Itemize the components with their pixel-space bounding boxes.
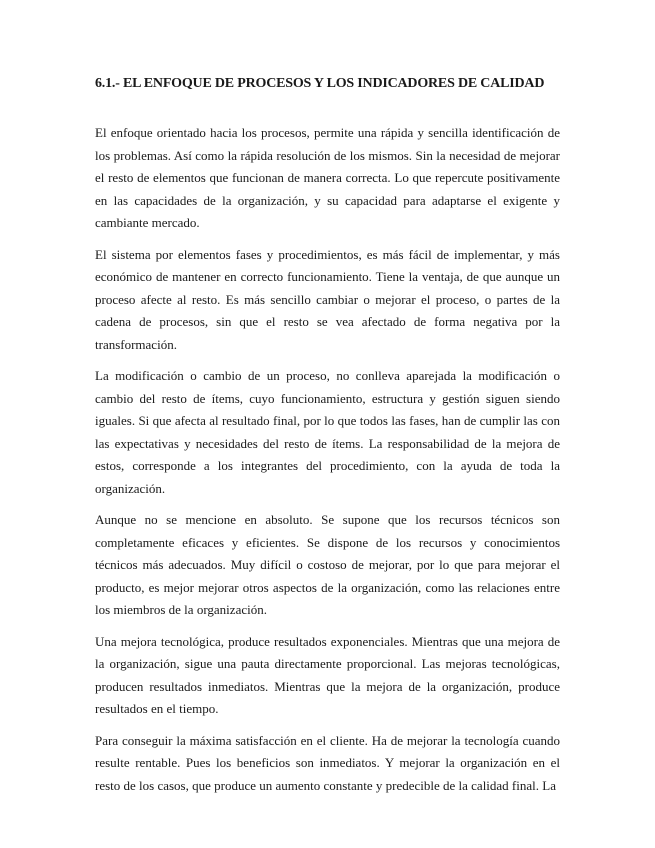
paragraph-1: El enfoque orientado hacia los procesos, permite una rápida y sencilla identificación de los problemas. Así como la rápida resolución de los mismos. Sin la necesidad de mejorar el resto de elementos que funcionan de manera correcta. Lo que repercute positivamente en las capacidades de la organización, y su capacidad para adaptarse el exigente y cambiante mercado.: [95, 125, 560, 230]
paragraph-2: El sistema por elementos fases y procedimientos, es más fácil de implementar, y más económico de mantener en correcto funcionamiento. Tiene la ventaja, de que aunque un proceso afecte al resto. Es más sencillo cambiar o mejorar el proceso, o partes de la cadena de procesos, sin que el resto se vea afectado de forma negativa por la transformación.: [95, 246, 560, 352]
section-title: 6.1.- EL ENFOQUE DE PROCESOS Y LOS INDICADORES DE CALIDAD: [95, 76, 545, 91]
paragraph-3: La modificación o cambio de un proceso, no conlleva aparejada la modificación o cambio del resto de ítems, cuyo funcionamiento, estructura y gestión siguen siendo iguales. Si que afecta al resultado final, por lo que todos las fases, han de cumplir las con las expectativas y necesidades del resto de ítems. La responsabilidad de la mejora de estos, corresponde a los integrantes del procedimiento, con la ayuda de toda la organización.: [95, 368, 560, 496]
paragraph-6: Para conseguir la máxima satisfacción en el cliente. Ha de mejorar la tecnología cuando resulte rentable. Pues los beneficios son inmediatos. Y mejorar la organización en el resto de los casos, que produce un aumento constante y predecible de la calidad final. La: [95, 732, 560, 793]
paragraph-5: Una mejora tecnológica, produce resultados exponenciales. Mientras que una mejora de la organización, sigue una pauta directamente proporcional. Las mejoras tecnológicas, producen resultados inmediatos. Mientras que la mejora de la organización, produce resultados en el tiempo.: [95, 633, 560, 716]
paragraph-4: Aunque no se mencione en absoluto. Se supone que los recursos técnicos son completamente eficaces y eficientes. Se dispone de los recursos y conocimientos técnicos más adecuados. Muy difícil o costoso de mejorar, por lo que para mejorar el producto, es mejor mejorar otros aspectos de la organización, como las relaciones entre los miembros de la organización.: [95, 512, 560, 617]
document-page: [95, 74, 560, 806]
